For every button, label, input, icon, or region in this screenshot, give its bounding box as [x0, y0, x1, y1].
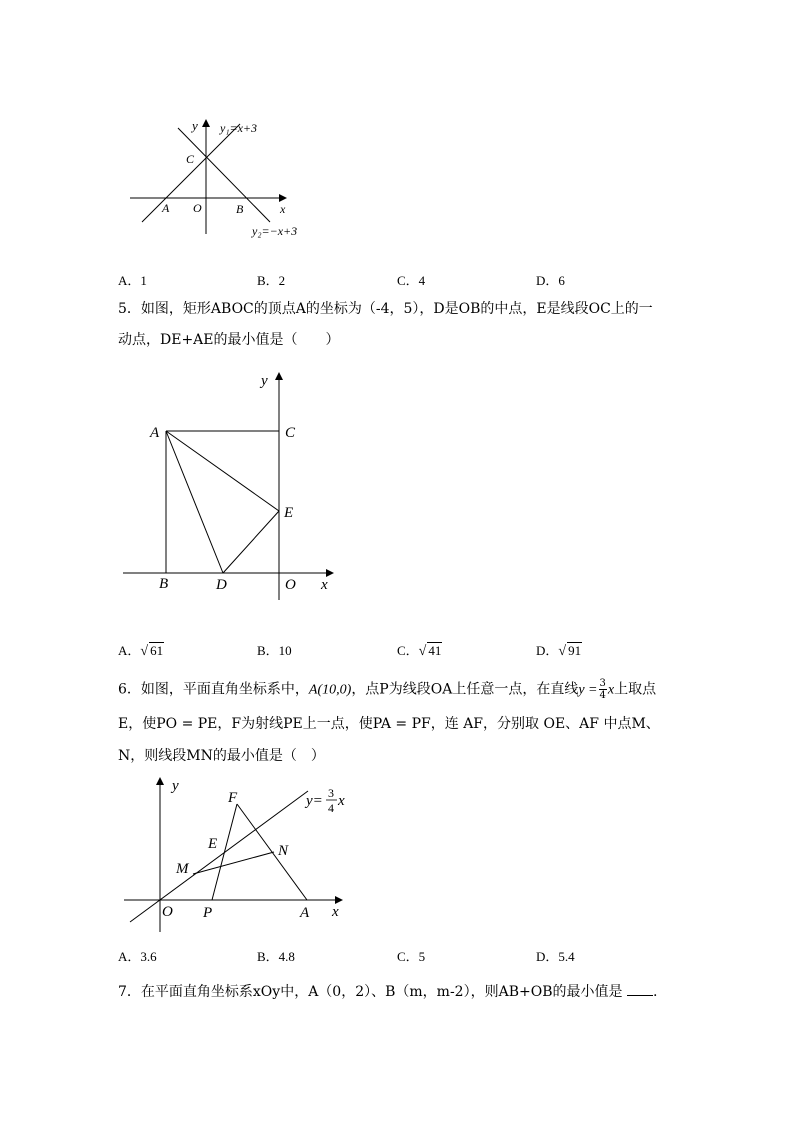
q5-x-label: x — [321, 577, 328, 593]
q6-x-label: x — [332, 904, 339, 920]
q5-point-a: A — [150, 425, 160, 441]
q6-point-f: F — [228, 790, 238, 806]
q5-point-e: E — [284, 505, 294, 521]
q5-option-c[interactable]: C．√ 41 — [397, 643, 442, 659]
q5-point-b: B — [159, 576, 169, 592]
q4-option-d[interactable]: D．6 — [536, 273, 565, 288]
q7-answer-blank[interactable] — [627, 983, 653, 996]
q4-y-label: y — [192, 118, 198, 133]
q4-line-y1 — [142, 124, 240, 222]
q6-segment-mn — [193, 852, 274, 874]
q6-y-label: y — [172, 778, 179, 794]
q6-option-d[interactable]: D．5.4 — [536, 949, 575, 964]
q6-option-a[interactable]: A．3.6 — [118, 949, 157, 964]
q4-point-o: O — [193, 201, 202, 215]
q4-x-label: x — [280, 202, 286, 216]
q5-point-c: C — [285, 425, 296, 441]
q6-segment-fa — [237, 804, 307, 900]
q6-stem-line3: N，则线段MN的最小值是（ ） — [118, 748, 325, 764]
q6-point-p: P — [203, 905, 213, 921]
q5-segment-ad — [166, 431, 223, 573]
q4-figure — [120, 112, 320, 244]
q5-y-label: y — [261, 373, 268, 389]
q4-line2-label: y₂=−x+3 — [252, 224, 298, 238]
q4-point-c: C — [186, 152, 195, 166]
q4-point-b: B — [236, 202, 244, 216]
q5-option-d[interactable]: D．√ 91 — [536, 643, 582, 659]
q6-eq-num: 3 — [328, 786, 334, 800]
q4-point-a: A — [162, 201, 170, 215]
q6-stem-line1: 6．如图，平面直角坐标系中，A(10,0)，点P为线段OA上任意一点，在直线y = $\frac{3}{4}$ x上取点 — [118, 678, 657, 701]
q7-stem: 7．在平面直角坐标系xOy中，A（0，2）、B（m，m-2），则AB+OB的最小值是 . — [118, 984, 658, 1000]
q5-segment-ae — [166, 431, 279, 511]
q6-option-c[interactable]: C．5 — [397, 949, 426, 964]
q6-eq-lhs: y= — [306, 793, 323, 809]
q4-option-a[interactable]: A．1 — [118, 273, 147, 288]
q6-stem-line2: E，使PO = PE，F为射线PE上一点，使PA = PF，连 AF，分别取 OE、AF 中点M、 — [118, 716, 660, 732]
q6-stem-fraction: $\frac{3}{4}$ — [599, 678, 606, 701]
q4-option-c[interactable]: C．4 — [397, 273, 426, 288]
q6-option-b[interactable]: B．4.8 — [257, 949, 295, 964]
q5-stem-line1: 5．如图，矩形ABOC的顶点A的坐标为（-4，5），D是OB的中点，E是线段OC上的一 — [118, 301, 653, 317]
q5-point-o: O — [285, 577, 296, 593]
q5-stem-line2: 动点，DE+AE的最小值是（ ） — [118, 332, 340, 348]
q6-figure — [120, 772, 370, 937]
q6-segment-pf — [212, 804, 237, 900]
q6-point-o: O — [162, 904, 173, 920]
q5-figure — [115, 365, 345, 600]
q5-segment-de — [223, 511, 279, 573]
q6-eq-var: x — [338, 793, 345, 809]
q6-point-m: M — [176, 861, 189, 877]
q5-option-b[interactable]: B．10 — [257, 643, 292, 658]
q5-option-a[interactable]: A．√ 61 — [118, 643, 164, 659]
q5-point-d: D — [216, 577, 227, 593]
q6-eq-den: 4 — [328, 801, 334, 815]
q4-line1-label: y₁=x+3 — [220, 121, 258, 135]
q4-line-y2 — [178, 128, 270, 222]
q4-option-b[interactable]: B．2 — [257, 273, 286, 288]
q6-point-a: A — [300, 905, 310, 921]
q6-point-e: E — [208, 836, 218, 852]
q6-point-n: N — [278, 843, 289, 859]
